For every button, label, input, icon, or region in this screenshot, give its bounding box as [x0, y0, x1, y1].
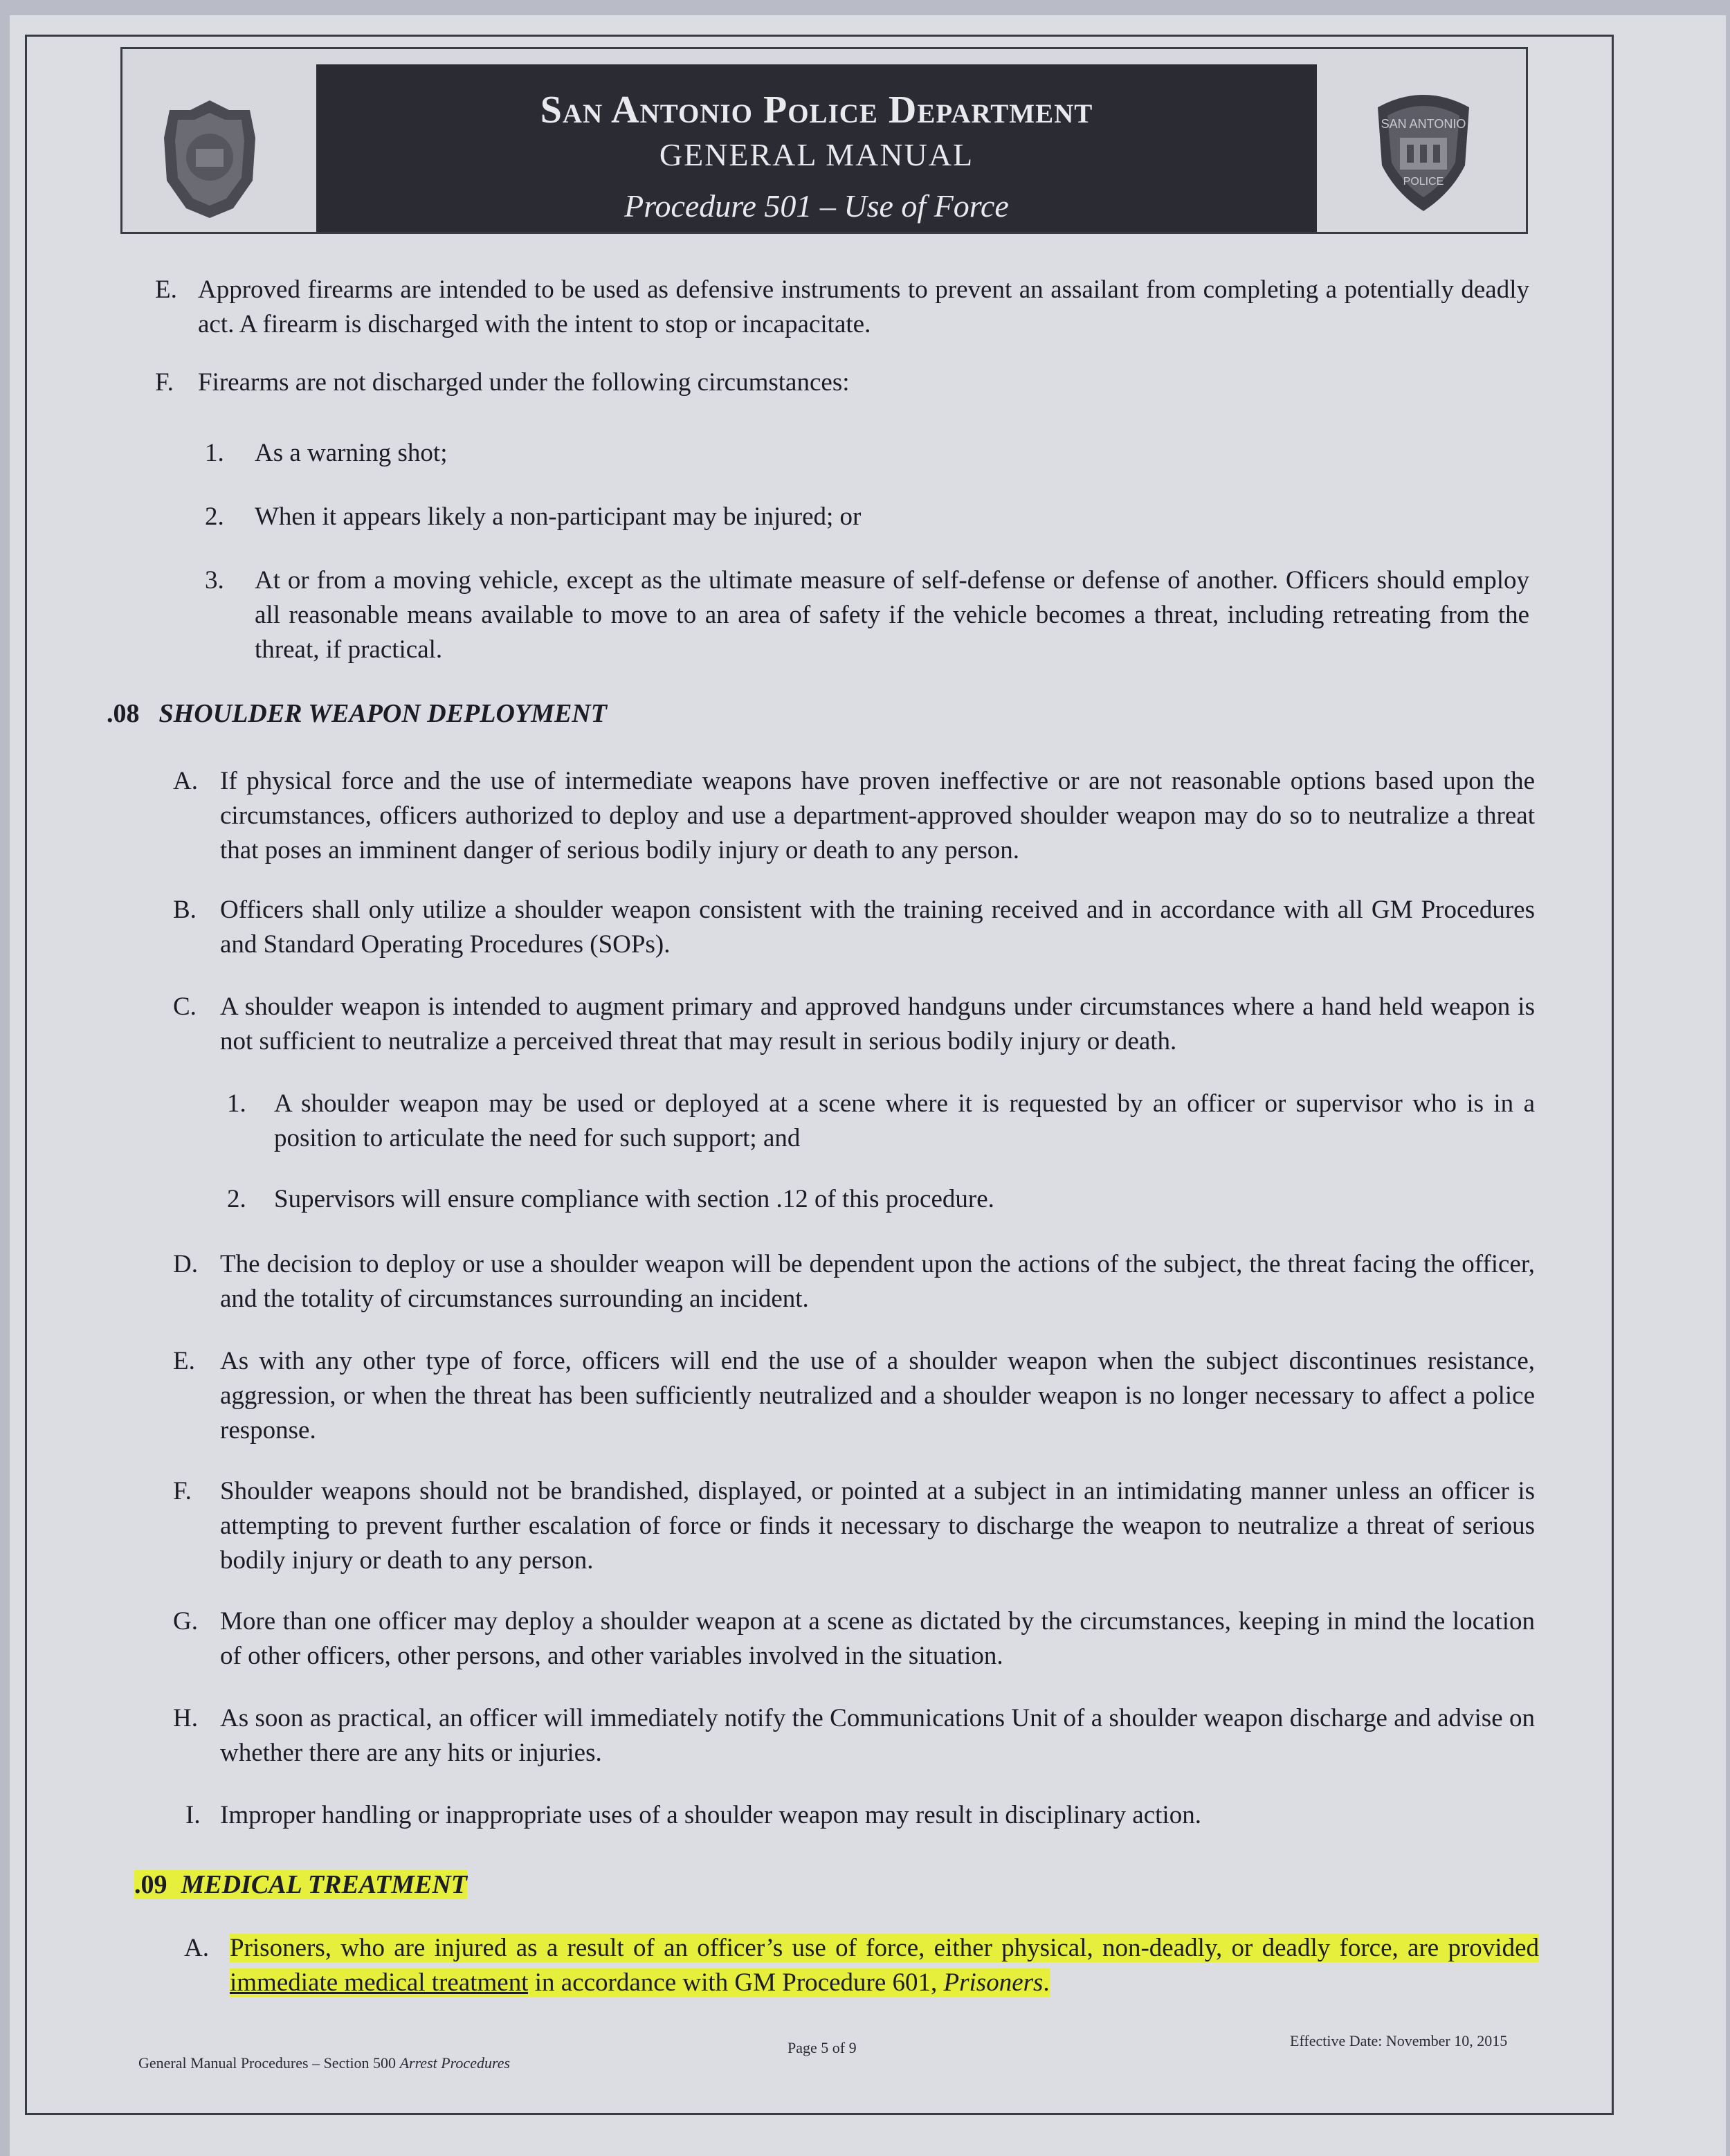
- section-number: .09: [134, 1870, 167, 1899]
- item-label: E.: [173, 1347, 195, 1375]
- list-item: As a warning shot;: [255, 439, 448, 467]
- section-heading: [134, 1867, 467, 1902]
- list-item: Improper handling or inappropriate uses of a shoulder weapon may result in disciplinary action.: [220, 1801, 1201, 1829]
- item-label: I.: [185, 1801, 201, 1829]
- section-heading: [107, 696, 607, 731]
- section-title: SHOULDER WEAPON DEPLOYMENT: [158, 699, 607, 728]
- list-item: When it appears likely a non-participant may be injured; or: [255, 502, 862, 531]
- list-item: Approved firearms are intended to be used as defensive instruments to prevent an assailant from completing a potentially deadly act. A firearm is discharged with the intent to stop or incapacitate.: [198, 275, 1529, 338]
- item-label: H.: [173, 1704, 198, 1732]
- list-item: Supervisors will ensure compliance with section .12 of this procedure.: [274, 1185, 994, 1213]
- procedure-title: Procedure 501 – Use of Force: [624, 188, 1009, 224]
- item-label: 2.: [227, 1185, 246, 1213]
- item-label: F.: [155, 368, 174, 397]
- section-number: .08: [107, 699, 140, 728]
- list-item: Officers shall only utilize a shoulder weapon consistent with the training received and in accordance with all GM Procedures and Standard Operating Procedures (SOPs).: [220, 896, 1535, 959]
- highlighted-list-item: Prisoners, who are injured as a result of an officer’s use of force, either physical, non-deadly, or deadly force, are provided immediate medical treatment in accordance with GM Procedure 601, Prisoners.: [230, 1934, 1539, 1997]
- item-label: A.: [184, 1934, 209, 1962]
- document-page: [10, 15, 1726, 2156]
- department-name: San Antonio Police Department: [540, 89, 1093, 132]
- header-banner: [316, 64, 1317, 232]
- item-label: 2.: [205, 502, 224, 531]
- item-label: 1.: [205, 439, 224, 467]
- list-item: More than one officer may deploy a shoulder weapon at a scene as dictated by the circumstances, keeping in mind the location of other officers, other persons, and other variables involved in the situation.: [220, 1607, 1535, 1670]
- underlined-phrase: immediate medical treatment: [230, 1968, 529, 1997]
- item-label: A.: [173, 767, 198, 795]
- police-badge-icon: [1368, 82, 1479, 214]
- department-seal-icon: [161, 98, 258, 221]
- page-number: Page 5 of 9: [787, 2039, 857, 2056]
- item-label: 1.: [227, 1089, 246, 1118]
- list-item: At or from a moving vehicle, except as the ultimate measure of self-defense or defense of another. Officers should employ all reasonable means available to move to an area of safety if the vehicle becomes a threat, including retreating from the threat, if practical.: [255, 566, 1529, 664]
- list-item: A shoulder weapon is intended to augment primary and approved handguns under circumstances where a hand held weapon is not sufficient to neutralize a perceived threat that may result in serious bodily injury or death.: [220, 993, 1535, 1056]
- list-item: If physical force and the use of intermediate weapons have proven ineffective or are not reasonable options based upon the circumstances, officers authorized to deploy and use a department-approved shoulder weapon may do so to neutralize a threat that poses an imminent danger of serious bodily injury or death to any person.: [220, 767, 1535, 864]
- item-label: 3.: [205, 566, 224, 595]
- list-item: The decision to deploy or use a shoulder weapon will be dependent upon the actions of the subject, the threat facing the officer, and the totality of circumstances surrounding an incident.: [220, 1250, 1535, 1313]
- item-label: B.: [173, 896, 197, 924]
- list-item: Shoulder weapons should not be brandished, displayed, or pointed at a subject in an intimidating manner unless an officer is attempting to prevent further escalation of force or finds it necessary to discharge the weapon to neutralize a threat of serious bodily injury or death to any person.: [220, 1477, 1535, 1575]
- effective-date: Effective Date: November 10, 2015: [1290, 2032, 1508, 2049]
- svg-text:SAN ANTONIO: SAN ANTONIO: [1381, 117, 1466, 131]
- list-item: Firearms are not discharged under the following circumstances:: [198, 368, 850, 397]
- svg-text:POLICE: POLICE: [1403, 176, 1444, 188]
- list-item: A shoulder weapon may be used or deployed at a scene where it is requested by an officer or supervisor who is in a position to articulate the need for such support; and: [274, 1089, 1535, 1152]
- item-label: F.: [173, 1477, 192, 1505]
- list-item: As soon as practical, an officer will immediately notify the Communications Unit of a shoulder weapon discharge and advise on whether there are any hits or injuries.: [220, 1704, 1535, 1767]
- item-label: G.: [173, 1607, 198, 1636]
- list-item: As with any other type of force, officers will end the use of a shoulder weapon when the subject discontinues resistance, aggression, or when the threat has been sufficiently neutralized and a shoulder weapon is no longer necessary to affect a police response.: [220, 1347, 1535, 1444]
- manual-title: GENERAL MANUAL: [659, 137, 974, 172]
- section-title: MEDICAL TREATMENT: [167, 1870, 468, 1899]
- document-header: [120, 47, 1528, 234]
- item-label: D.: [173, 1250, 198, 1278]
- item-label: E.: [155, 275, 177, 304]
- item-label: C.: [173, 993, 197, 1021]
- footer-left: General Manual Procedures – Section 500 Arrest Procedures: [138, 2054, 511, 2072]
